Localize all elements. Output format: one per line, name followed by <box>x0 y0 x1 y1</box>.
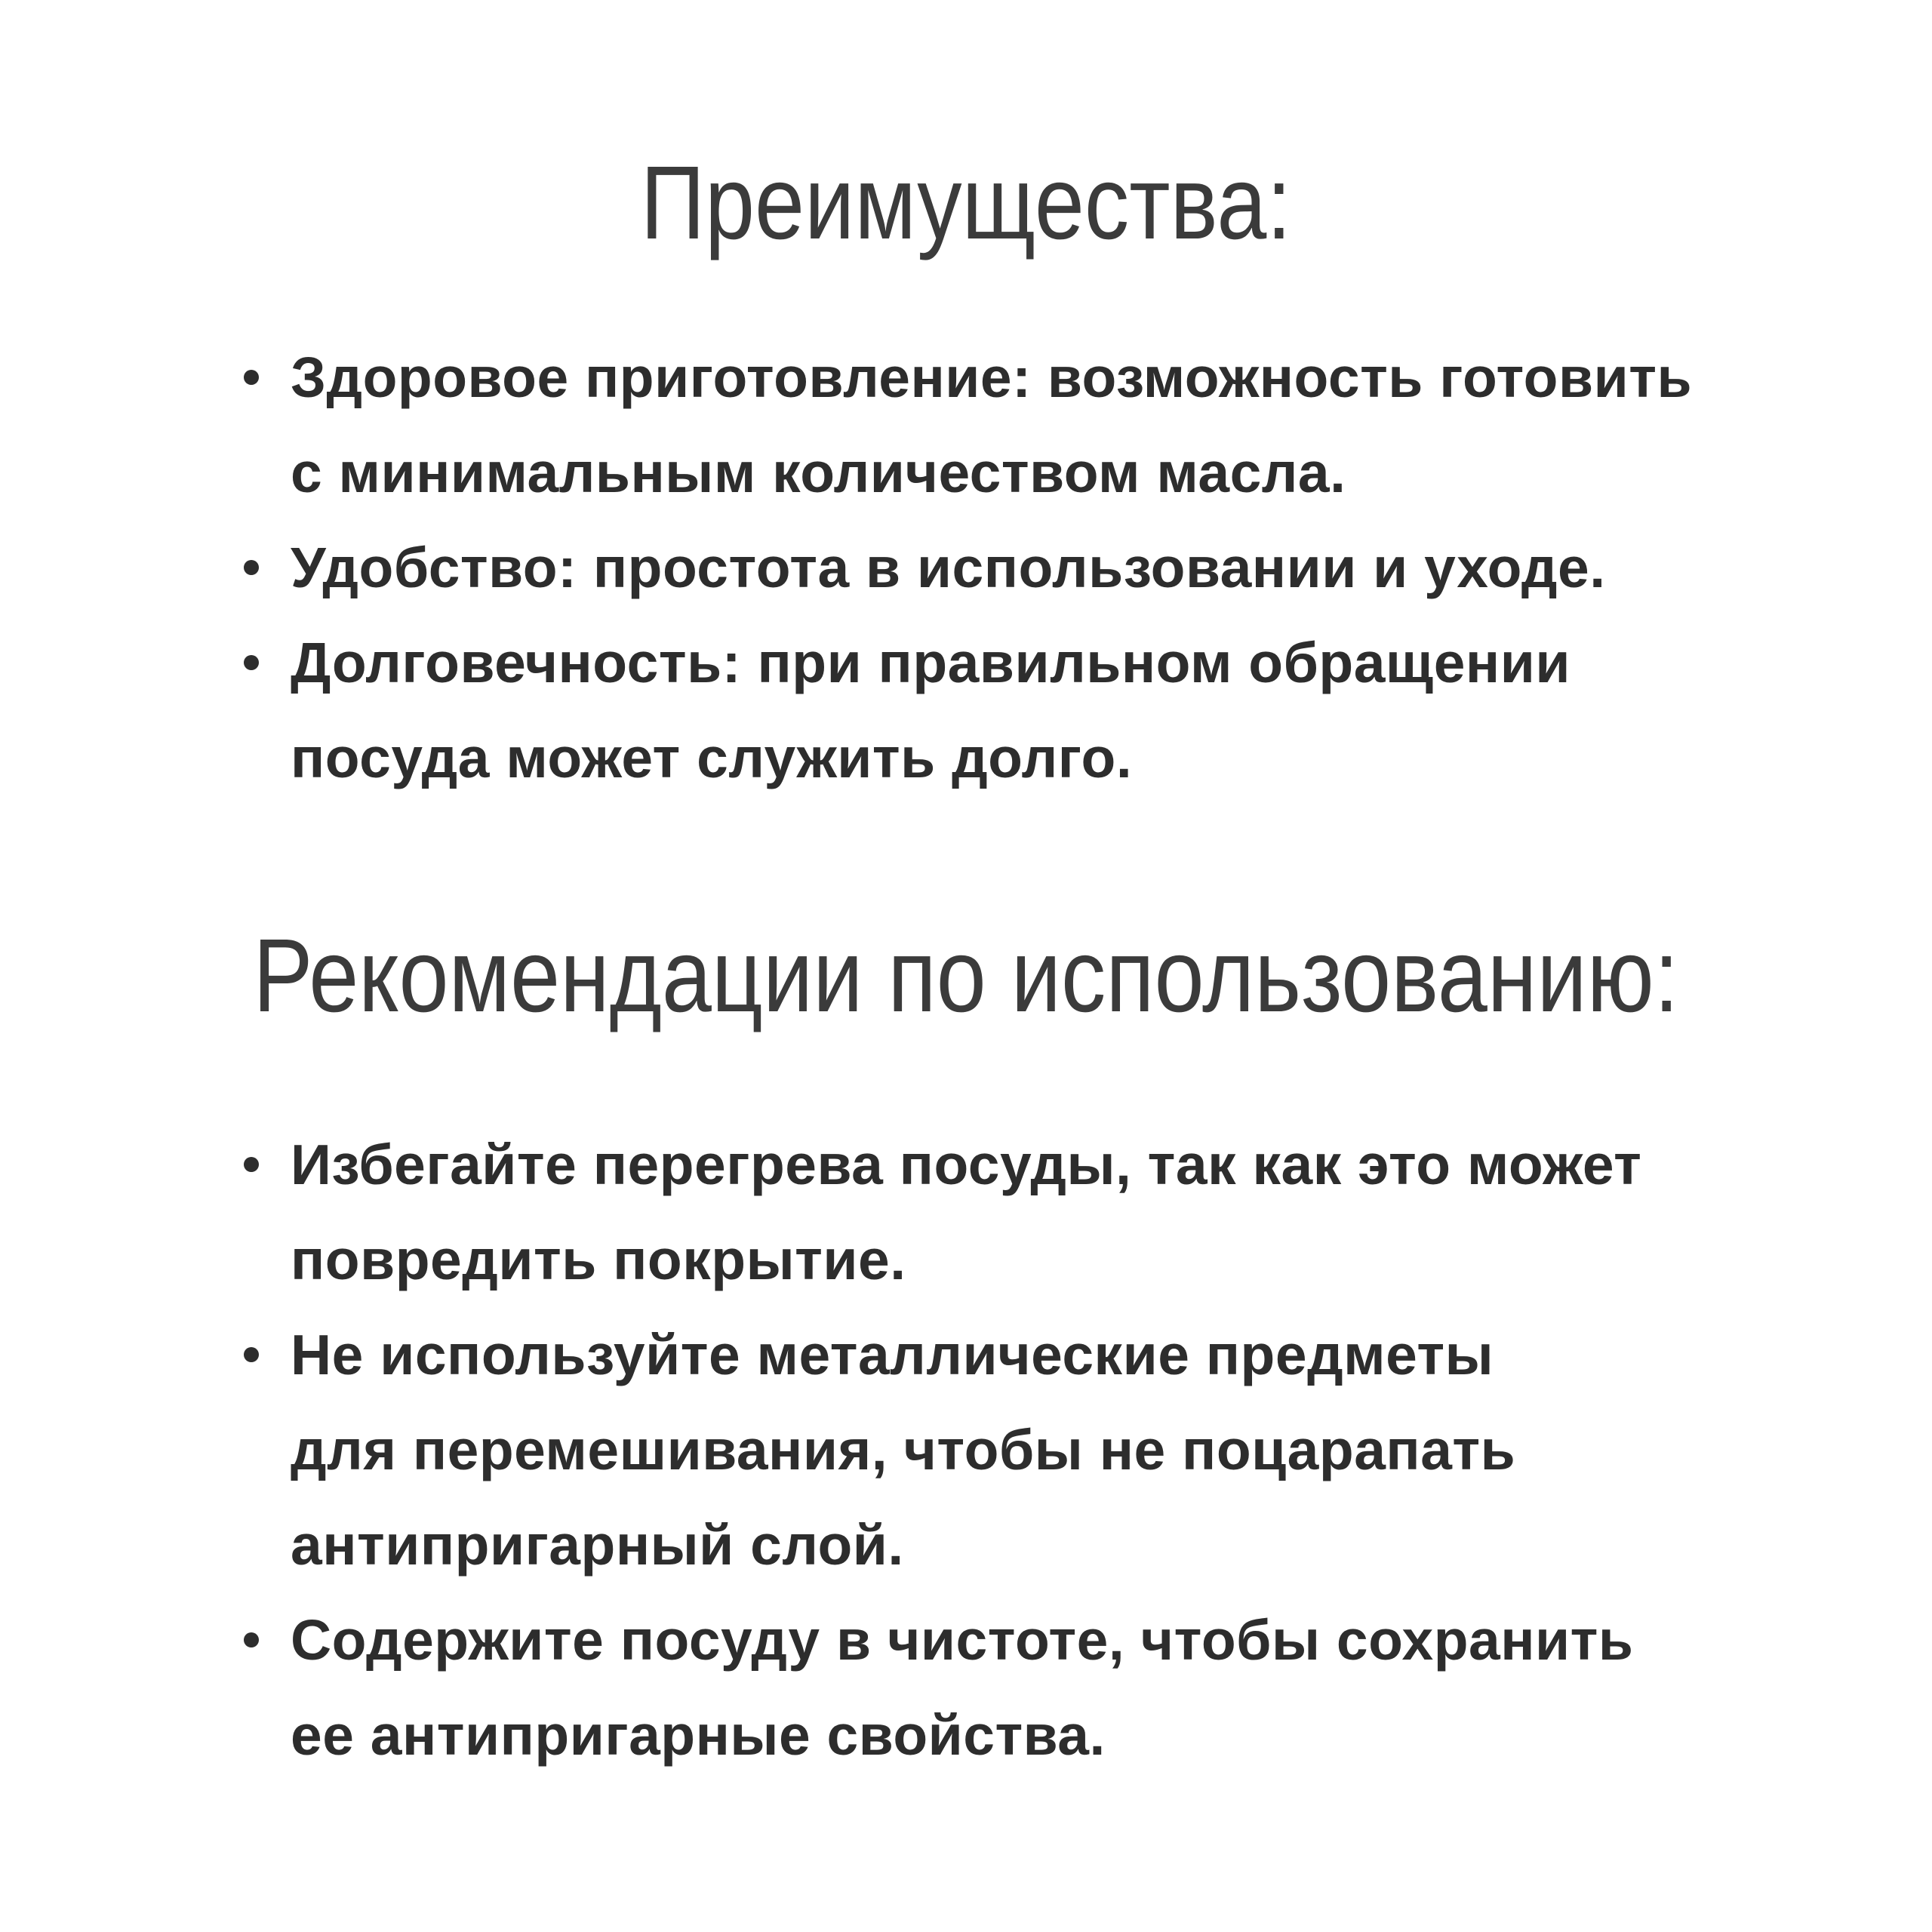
list-item-line: посуда может служить долго. <box>291 726 1133 789</box>
list-item <box>291 330 1841 520</box>
list-item-line: Избегайте перегрева посуды, так как это может <box>291 1133 1642 1196</box>
list-item-line: Не используйте металлические предметы <box>291 1323 1494 1386</box>
bullet-icon <box>244 655 259 670</box>
list-item-line: для перемешивания, чтобы не поцарапать <box>291 1418 1516 1481</box>
list-item-line: ее антипригарные свойства. <box>291 1703 1106 1767</box>
list-item <box>291 520 1841 615</box>
list-item <box>291 615 1841 805</box>
bullet-icon <box>244 560 259 575</box>
list-item-line: повредить покрытие. <box>291 1228 906 1291</box>
bullet-icon <box>244 370 259 385</box>
bullet-icon <box>244 1632 259 1647</box>
advantages-heading: Преимущества: <box>640 145 1292 261</box>
list-item-line: с минимальным количеством масла. <box>291 441 1346 504</box>
bullet-icon <box>244 1157 259 1172</box>
advantages-list <box>0 330 1932 805</box>
list-item-line: антипригарный слой. <box>291 1513 904 1577</box>
list-item-line: Здоровое приготовление: возможность готовить <box>291 346 1693 409</box>
list-item <box>291 1307 1841 1592</box>
list-item-line: Удобство: простота в использовании и уходе. <box>291 536 1606 599</box>
list-item <box>291 1117 1841 1307</box>
recommendations-heading: Рекомендации по использованию: <box>253 918 1679 1034</box>
list-item-line: Содержите посуду в чистоте, чтобы сохранить <box>291 1608 1634 1672</box>
list-item <box>291 1592 1841 1783</box>
list-item-line: Долговечность: при правильном обращении <box>291 631 1571 694</box>
bullet-icon <box>244 1347 259 1362</box>
recommendations-list <box>0 1117 1932 1783</box>
